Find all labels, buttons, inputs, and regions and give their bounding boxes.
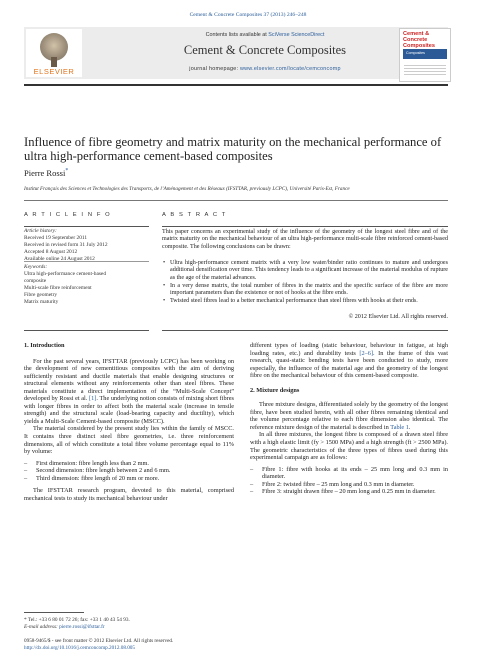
keyword: composite: [24, 277, 47, 284]
keyword: Multi-scale fibre reinforcement: [24, 284, 92, 291]
right-paragraph-0: [250, 342, 448, 380]
contents-available: [84, 32, 446, 38]
doi-link[interactable]: http://dx.doi.org/10.1016/j.cemconcomp.2012.08.005: [24, 644, 135, 651]
homepage-link[interactable]: www.elsevier.com/locate/cemconcomp: [239, 66, 341, 72]
title-rule: [24, 200, 448, 201]
list-item: – Second dimension: fibre length between 2 and 6 mm.: [24, 467, 234, 475]
right-p0-tail: . In the frame of this vast research, quasi-static bending tests have been conducted to study, more especially, the influence of the material age and the geometry of the longest fibre on the mechanical behaviour of this cement-based composite.: [250, 349, 448, 380]
header-rule: [24, 84, 448, 86]
email-label: E-mail address:: [24, 623, 58, 630]
email-link[interactable]: pierre.rossi@ifsttar.fr: [59, 623, 105, 630]
intro-paragraph-2: The material considered by the present study lies within the family of MSCC. It contains three distinct steel fibre geometries, i.e. three reinforcement dimensions, all of which constitute a total fibre volume percentage equal to 11% by volume:: [24, 425, 234, 456]
cover-title: Cement & Concrete Composites: [403, 31, 436, 49]
intro-p1-tail: . The underlying notion consists of mixing short fibres with longer fibres in order to affect both the material scale (increase in tensile strength) and the structural scale (load-bearing capacity and ductility), which yields a Multi-Scale Cement-based composite (MSCC).: [24, 395, 234, 425]
keyword: Ultra high-performance cement-based: [24, 270, 107, 277]
intro-paragraph-1: [24, 358, 234, 426]
journal-cover-thumbnail[interactable]: [399, 28, 451, 82]
ref-1-link[interactable]: [1]: [89, 395, 97, 403]
introduction-heading: 1. Introduction: [24, 342, 65, 349]
list-item: – Fibre 1: fibre with hooks at its ends – 25 mm long and 0.3 mm in diameter.: [250, 466, 448, 481]
keyword: Fibre geometry: [24, 291, 58, 298]
keyword: Matrix maturity: [24, 298, 59, 305]
journal-homepage: [84, 66, 446, 72]
author-footnote: [24, 617, 244, 630]
journal-reference[interactable]: Cement & Concrete Composites 37 (2013) 246–248: [189, 12, 307, 18]
abstract-bullets: [162, 260, 448, 306]
left-column: [24, 342, 234, 502]
table-1-link[interactable]: Table 1: [390, 423, 409, 431]
cover-band-label: Composites: [406, 51, 425, 55]
article-info-heading: A R T I C L E I N F O: [24, 212, 112, 218]
abstract-text: This paper concerns an experimental study of the influence of the geometry of the longest steel fibre and of the matrix maturity on the mechanical behaviour of an ultra high-performance multi-scale fibre reinforced cement-based composite. The following conclusions can be drawn:: [162, 229, 448, 250]
abstract-copyright: © 2012 Elsevier Ltd. All rights reserved.: [348, 314, 448, 320]
abstract-bullet: • Twisted steel fibres lead to a better mechanical performance than steel fibres with hooks at their ends.: [162, 298, 448, 305]
elsevier-logo[interactable]: [26, 29, 82, 77]
page-footer: [24, 638, 264, 651]
sciencedirect-link[interactable]: SciVerse ScienceDirect: [268, 32, 325, 38]
abstract-heading: A B S T R A C T: [162, 212, 227, 218]
footnote-rule: [24, 612, 84, 613]
list-item: – Third dimension: fibre length of 20 mm or more.: [24, 475, 234, 483]
keywords-label: Keywords:: [24, 264, 48, 270]
cover-band: [403, 49, 447, 59]
mix-p1-text: Three mixture designs, differentiated solely by the geometry of the longest fibre, have been studied herein, with all other fibres remaining identical and the volume percentage relative to each fibre dimension also identical. The reference mixture design of the material is described in: [250, 401, 448, 431]
cover-text-lines: [404, 63, 446, 77]
footnote-email-line: [24, 624, 244, 631]
fibre-dimension-list: [24, 460, 234, 483]
author-name: Pierre Rossi: [24, 168, 66, 178]
abstract-rule: [162, 226, 448, 227]
intro-p1-text: For the past several years, IFSTTAR (previously LCPC) has been working on the development of new cementitious composites with the aim of deriving sufficiently resistant and ductile materials that enable designing structures or structural elements without any reinforcements other than steel fibres. These materials constitute a direct implementation of the “Multi-Scale Concept” developed by Rossi et al.: [24, 357, 234, 403]
ref-2-6-link[interactable]: [2–6]: [359, 349, 374, 357]
right-p0-text: different types of loading (static behaviour, behaviour in fatigue, at high loading rates, etc.) and durability tests: [250, 342, 448, 357]
author-line: [24, 168, 68, 178]
list-item: – Fibre 2: twisted fibre – 25 mm long and 0.3 mm in diameter.: [250, 481, 448, 489]
mix-paragraph-1: [250, 401, 448, 431]
abstract-bullet: • Ultra high-performance cement matrix with a very low water/binder ratio continues to mature and undergoes additional densification over time. This tendency leads to a significant increase of the material modulus of rupture as the age of the material advances.: [162, 260, 448, 282]
affiliation: Institut Français des Sciences et Technologies des Transports, de l’Aménagement et des Réseaux (IFSTTAR, previously LCPC), Université Paris-Est, France: [24, 186, 350, 192]
right-column: [250, 342, 448, 496]
history-revised: Received in revised form 31 July 2012: [24, 241, 108, 248]
mix-paragraph-2: In all three mixtures, the longest fibre is composed of a drawn steel fibre with a high elastic limit (fy > 1500 MPa) and a high strength (ft > 2500 MPa). The geometric characteristics of the three types of fibres used during this experimental campaign are as follows:: [250, 431, 448, 462]
keywords-rule: [24, 261, 149, 262]
info-end-rule: [24, 330, 149, 331]
homepage-prefix: journal homepage:: [189, 66, 239, 72]
list-item: – First dimension: fibre length less than 2 mm.: [24, 460, 234, 468]
footnote-tel: * Tel.: +33 6 80 01 72 26; fax: +33 1 40 43 54 93.: [24, 617, 130, 623]
abstract-bullet: • In a very dense matrix, the total number of fibres in the matrix and the specific surface of the fibre are more important parameters than the existence or not of hooks at the fibre ends.: [162, 283, 448, 298]
mixture-designs-heading: 2. Mixture designs: [250, 386, 300, 394]
history-label: Article history:: [24, 228, 57, 234]
issn-line: 0958-9465/$ - see front matter © 2012 Elsevier Ltd. All rights reserved.: [24, 638, 174, 644]
article-info-rule: [24, 226, 149, 227]
keywords: [24, 264, 150, 305]
tree-trunk-icon: [51, 57, 57, 67]
history-online: Available online 24 August 2012: [24, 255, 95, 262]
article-title: Influence of fibre geometry and matrix maturity on the mechanical performance of ultra high-performance cement-based composites: [24, 135, 442, 164]
article-history: [24, 228, 150, 263]
author-footnote-mark[interactable]: *: [65, 168, 69, 174]
intro-paragraph-3: The IFSTTAR research program, devoted to this material, comprised mechanical tests to study its mechanical behaviour under: [24, 487, 234, 502]
history-accepted: Accepted 8 August 2012: [24, 248, 78, 255]
history-received: Received 19 September 2011: [24, 234, 88, 241]
contents-prefix: Contents lists available at: [205, 32, 267, 38]
publisher-name: ELSEVIER: [33, 67, 75, 76]
journal-title: Cement & Concrete Composites: [183, 43, 347, 57]
mix-p1-tail: .: [408, 423, 411, 431]
abstract-end-rule: [162, 330, 448, 331]
list-item: – Fibre 3: straight drawn fibre – 20 mm long and 0.25 mm in diameter.: [250, 488, 448, 496]
fibre-type-list: [250, 466, 448, 496]
